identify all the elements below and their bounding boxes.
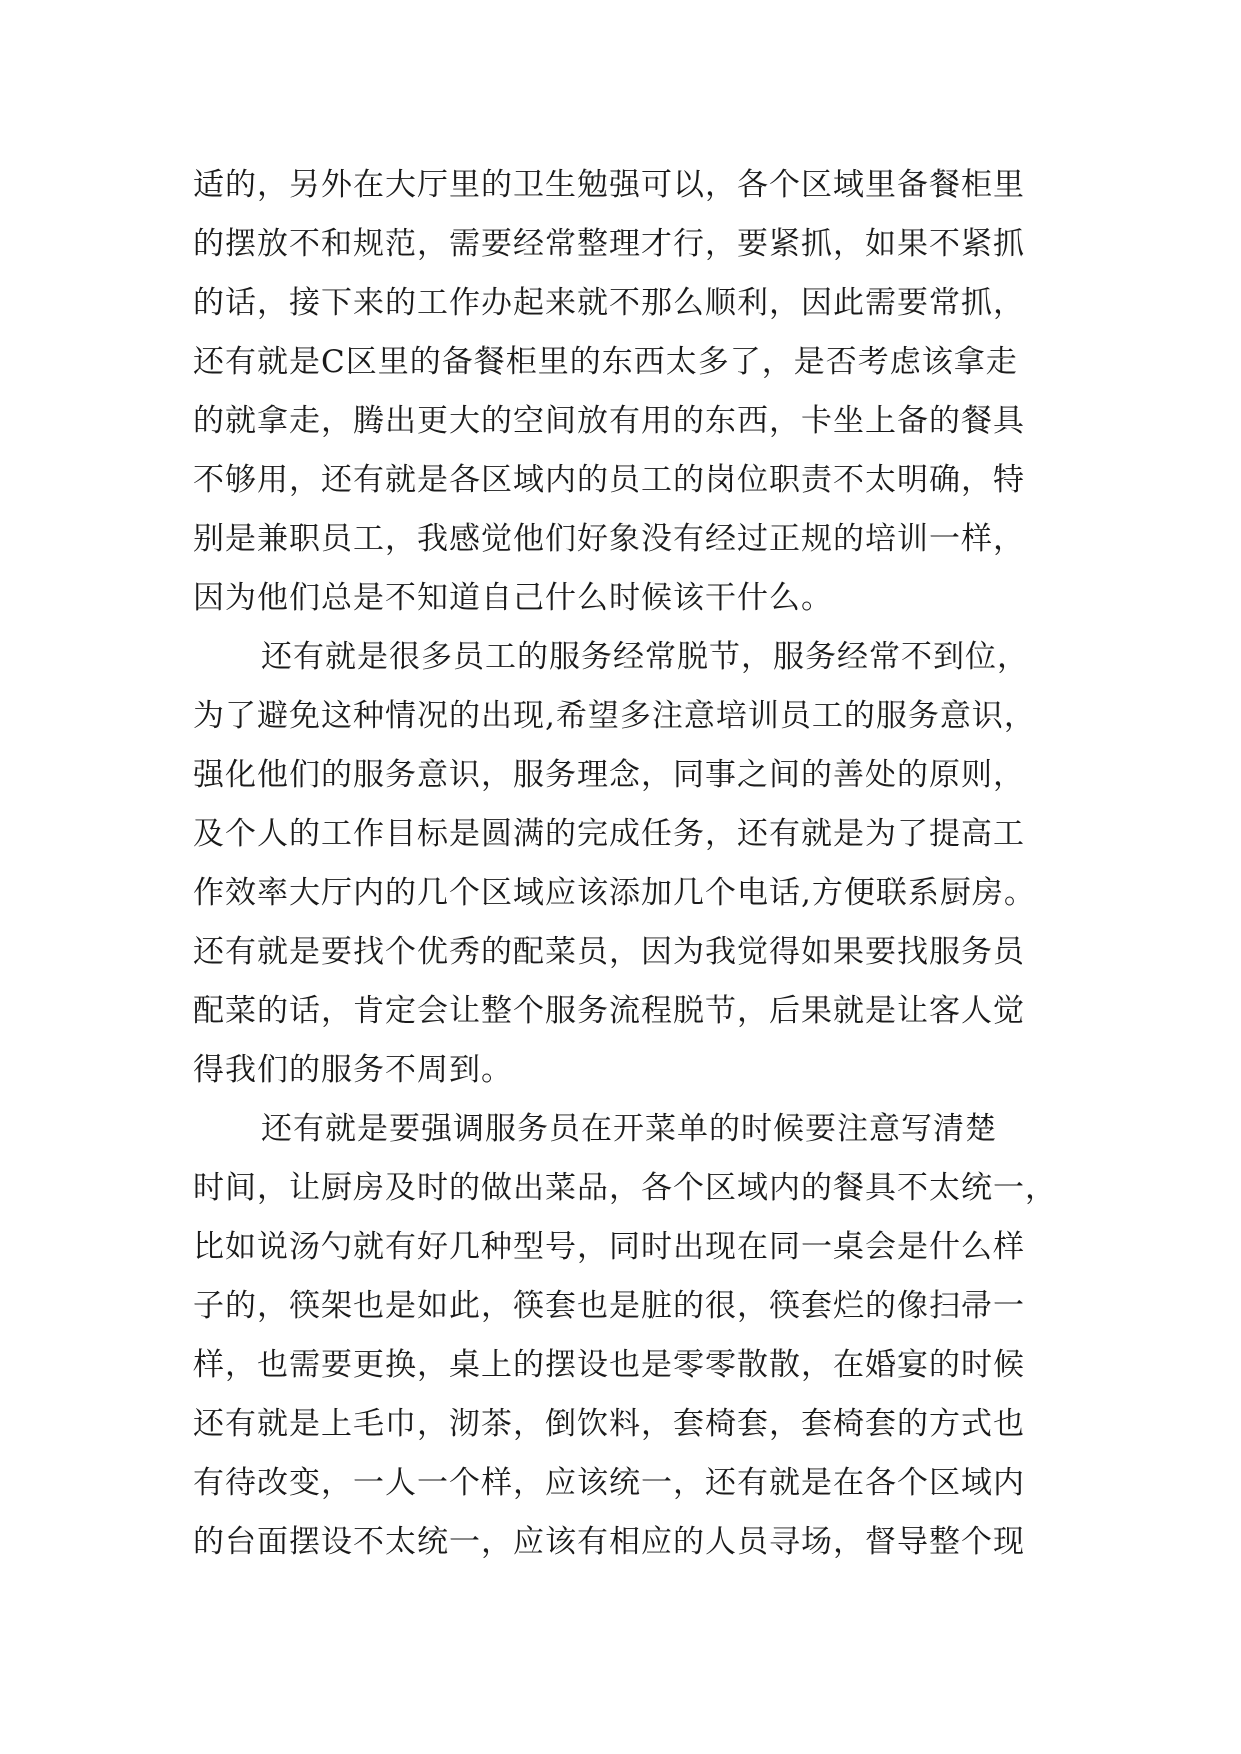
text-line: 的就拿走，腾出更大的空间放有用的东西，卡坐上备的餐具	[193, 403, 1025, 439]
text-line: 还有就是C区里的备餐柜里的东西太多了，是否考虑该拿走	[193, 344, 1018, 380]
text-line: 的摆放不和规范，需要经常整理才行，要紧抓，如果不紧抓	[193, 226, 1025, 262]
text-line: 有待改变，一人一个样，应该统一，还有就是在各个区域内	[193, 1465, 1025, 1501]
text-line: 还有就是要找个优秀的配菜员，因为我觉得如果要找服务员	[193, 934, 1025, 970]
text-line: 为了避免这种情况的出现,希望多注意培训员工的服务意识，	[193, 698, 1036, 734]
text-line: 作效率大厅内的几个区域应该添加几个电话,方便联系厨房。	[193, 875, 1036, 911]
text-line: 不够用，还有就是各区域内的员工的岗位职责不太明确，特	[193, 462, 1025, 498]
text-line: 样，也需要更换，桌上的摆设也是零零散散，在婚宴的时候	[193, 1347, 1025, 1383]
text-line: 别是兼职员工，我感觉他们好象没有经过正规的培训一样，	[193, 521, 1025, 557]
text-line: 配菜的话，肯定会让整个服务流程脱节，后果就是让客人觉	[193, 993, 1025, 1029]
text-line: 及个人的工作目标是圆满的完成任务，还有就是为了提高工	[193, 816, 1025, 852]
text-line: 因为他们总是不知道自己什么时候该干什么。	[193, 580, 833, 616]
text-line: 强化他们的服务意识，服务理念，同事之间的善处的原则，	[193, 757, 1025, 793]
paragraph-start-line: 还有就是很多员工的服务经常脱节，服务经常不到位，	[261, 639, 1029, 675]
text-line: 时间，让厨房及时的做出菜品，各个区域内的餐具不太统一，	[193, 1170, 1057, 1206]
text-line: 还有就是上毛巾，沏茶，倒饮料，套椅套，套椅套的方式也	[193, 1406, 1025, 1442]
text-line: 的台面摆设不太统一，应该有相应的人员寻场，督导整个现	[193, 1524, 1025, 1560]
text-line: 得我们的服务不周到。	[193, 1052, 513, 1088]
text-line: 比如说汤勺就有好几种型号，同时出现在同一桌会是什么样	[193, 1229, 1025, 1265]
body-text	[193, 156, 1063, 1572]
text-line: 子的，筷架也是如此，筷套也是脏的很，筷套烂的像扫帚一	[193, 1288, 1025, 1324]
text-line: 适的，另外在大厅里的卫生勉强可以，各个区域里备餐柜里	[193, 167, 1025, 203]
text-line: 的话，接下来的工作办起来就不那么顺利，因此需要常抓，	[193, 285, 1025, 321]
paragraph-start-line: 还有就是要强调服务员在开菜单的时候要注意写清楚	[261, 1111, 997, 1147]
